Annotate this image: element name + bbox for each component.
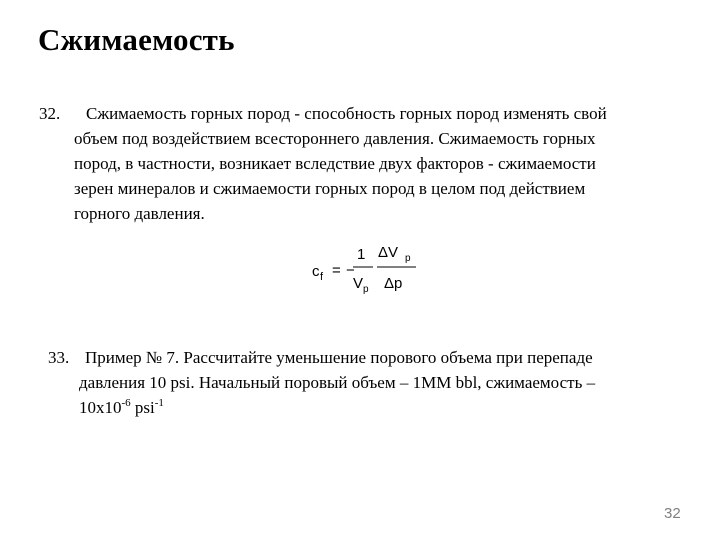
exponent: -6 [121, 397, 131, 409]
page-number: 32 [664, 505, 681, 522]
compressibility-formula [312, 240, 422, 300]
list-item-32 [39, 101, 699, 226]
item-text-line: зерен минералов и сжимаемости горных пород в целом под действием [74, 179, 586, 198]
unit: psi [130, 398, 155, 417]
list-item-33 [48, 345, 708, 420]
formula-lhs: c [312, 263, 320, 280]
item-text-line: Пример № 7. Рассчитайте уменьшение порового объема при перепаде [85, 348, 593, 367]
formula-frac2-numerator: ΔV [378, 244, 399, 261]
item-text-line: пород, в частности, возникает вследствие двух факторов - сжимаемости [74, 154, 596, 173]
compressibility-value: 10x10 [79, 398, 122, 417]
exponent: -1 [154, 397, 164, 409]
formula-equals: = [332, 262, 341, 279]
formula-minus: − [346, 262, 355, 279]
slide-title: Сжимаемость [38, 22, 235, 57]
item-number: 32. [39, 104, 61, 123]
item-text-line: объем под воздействием всестороннего давления. Сжимаемость горных [74, 129, 596, 148]
item-text-line: давления 10 psi. Начальный поровый объем – 1MM bbl, сжимаемость – [79, 373, 596, 392]
item-text-line: Сжимаемость горных пород - способность горных пород изменять свой [86, 104, 607, 123]
formula-frac2-denominator: Δp [384, 275, 403, 292]
item-text-line: горного давления. [74, 204, 205, 223]
formula-frac2-numerator-subscript: p [405, 253, 411, 264]
formula-lhs-subscript: f [320, 271, 324, 283]
formula-frac1-numerator: 1 [357, 246, 366, 263]
formula-frac1-denominator-subscript: p [363, 284, 369, 295]
formula-frac1-denominator: V [353, 275, 364, 292]
item-number: 33. [48, 348, 70, 367]
item-text-line-last [79, 395, 708, 420]
